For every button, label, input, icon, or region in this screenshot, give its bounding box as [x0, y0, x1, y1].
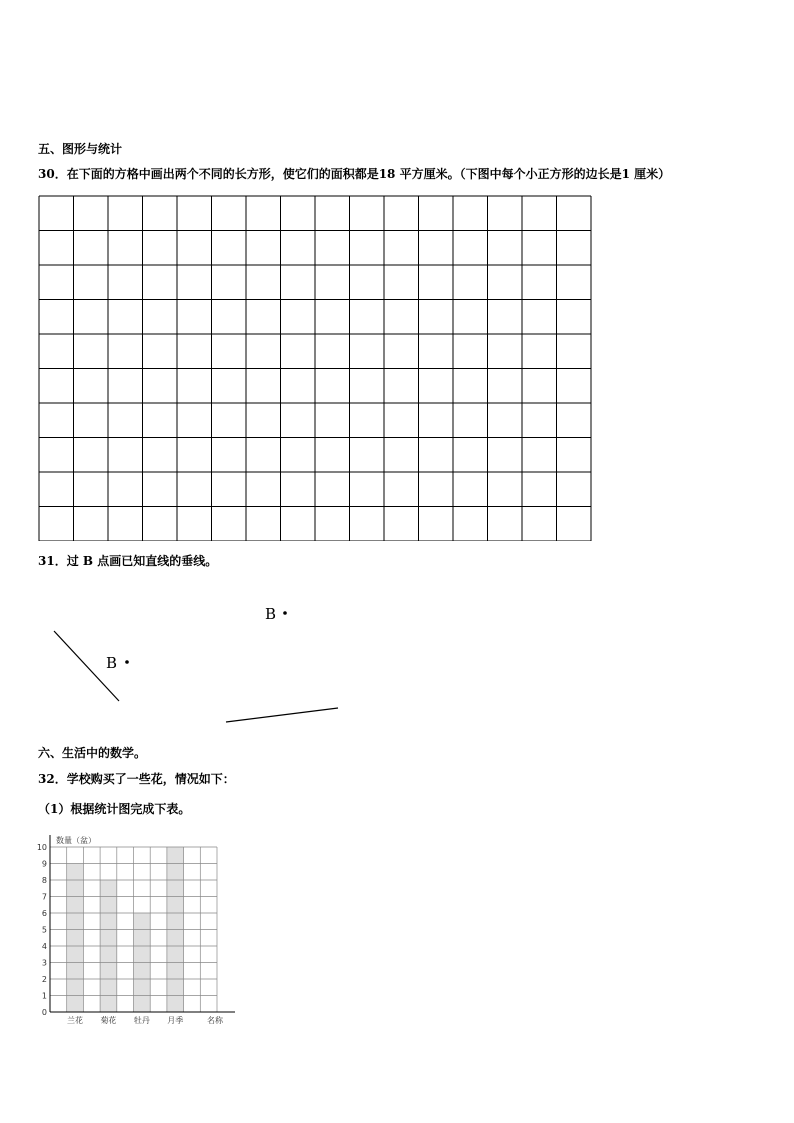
y-tick-label: 7: [41, 892, 47, 902]
y-axis-label: 数量（盆）: [56, 836, 96, 845]
given-line-2[interactable]: [226, 708, 338, 722]
y-tick-label: 6: [41, 909, 47, 918]
section-6-title: 六、生活中的数学。: [38, 746, 147, 760]
y-tick-label: 1: [41, 991, 47, 1001]
y-tick-label: 8: [41, 876, 47, 885]
point-b-dot-2[interactable]: [283, 611, 287, 615]
y-tick-label: 5: [41, 925, 47, 935]
perpendicular-figure[interactable]: [40, 596, 360, 726]
category-label: 菊花: [100, 1016, 117, 1025]
flower-bar-chart: [30, 828, 250, 1028]
category-label: 兰花: [67, 1016, 84, 1025]
category-label: 牡丹: [133, 1016, 150, 1025]
square-grid[interactable]: [38, 195, 592, 541]
y-tick-label: 2: [41, 975, 47, 984]
question-31-text: 31．过 B 点画已知直线的垂线。: [38, 554, 218, 568]
category-label: 月季: [167, 1016, 184, 1025]
question-32-sub-1: （1）根据统计图完成下表。: [38, 802, 191, 816]
point-b-label-2: B: [265, 605, 277, 623]
point-b-dot-1[interactable]: [125, 660, 129, 664]
y-tick-label: 3: [41, 958, 47, 968]
y-tick-label: 0: [41, 1008, 47, 1017]
section-5-title: 五、图形与统计: [38, 142, 123, 156]
question-30-text: 30．在下面的方格中画出两个不同的长方形，使它们的面积都是18 平方厘米。（下图中每个小正方形的边长是1 厘米）: [38, 167, 671, 181]
y-tick-label: 9: [41, 859, 47, 869]
y-tick-label: 4: [41, 942, 47, 951]
bar-兰花: [67, 864, 84, 1013]
x-axis-label: 名称: [207, 1016, 223, 1025]
y-tick-label: 10: [36, 843, 47, 852]
question-32-text: 32．学校购买了一些花，情况如下：: [38, 772, 235, 786]
point-b-label-1: B: [106, 654, 118, 672]
